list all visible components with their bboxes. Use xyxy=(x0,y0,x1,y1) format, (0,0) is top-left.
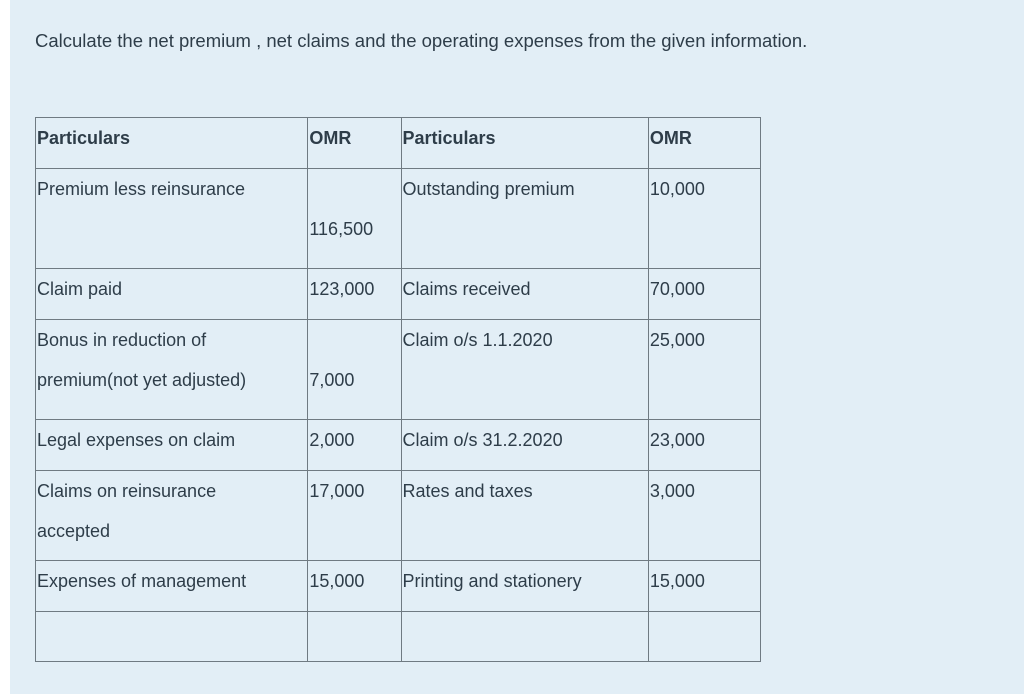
row-label: Premium less reinsurance xyxy=(36,169,308,269)
table-row xyxy=(36,169,761,269)
row-amount: 15,000 xyxy=(308,561,401,612)
row-amount xyxy=(308,612,401,662)
row-amount: 2,000 xyxy=(308,420,401,471)
row-label: Claims on reinsurance accepted xyxy=(36,471,308,561)
table-row xyxy=(36,420,761,471)
header-particulars-left: Particulars xyxy=(36,118,308,169)
row-amount: 15,000 xyxy=(648,561,760,612)
row-amount: 10,000 xyxy=(648,169,760,269)
row-label: Rates and taxes xyxy=(401,471,648,561)
row-amount: 7,000 xyxy=(308,320,401,420)
table-row xyxy=(36,561,761,612)
row-label: Outstanding premium xyxy=(401,169,648,269)
row-label: Printing and stationery xyxy=(401,561,648,612)
particulars-table xyxy=(35,117,761,662)
row-label xyxy=(36,612,308,662)
header-omr-left: OMR xyxy=(308,118,401,169)
row-amount xyxy=(648,612,760,662)
row-amount: 70,000 xyxy=(648,269,760,320)
row-amount: 123,000 xyxy=(308,269,401,320)
table-row-empty xyxy=(36,612,761,662)
row-amount: 3,000 xyxy=(648,471,760,561)
question-text: Calculate the net premium , net claims and the operating expenses from the given information. xyxy=(35,30,808,51)
row-amount: 116,500 xyxy=(308,169,401,269)
table-row xyxy=(36,320,761,420)
row-label xyxy=(401,612,648,662)
row-amount: 17,000 xyxy=(308,471,401,561)
row-label: Expenses of management xyxy=(36,561,308,612)
row-label: Claim o/s 1.1.2020 xyxy=(401,320,648,420)
row-label: Claim paid xyxy=(36,269,308,320)
table-header-row xyxy=(36,118,761,169)
row-label: Claim o/s 31.2.2020 xyxy=(401,420,648,471)
table-row xyxy=(36,471,761,561)
row-label: Bonus in reduction of premium(not yet adjusted) xyxy=(36,320,308,420)
row-label: Claims received xyxy=(401,269,648,320)
header-particulars-right: Particulars xyxy=(401,118,648,169)
row-amount: 25,000 xyxy=(648,320,760,420)
header-omr-right: OMR xyxy=(648,118,760,169)
row-amount: 23,000 xyxy=(648,420,760,471)
row-label: Legal expenses on claim xyxy=(36,420,308,471)
table-row xyxy=(36,269,761,320)
